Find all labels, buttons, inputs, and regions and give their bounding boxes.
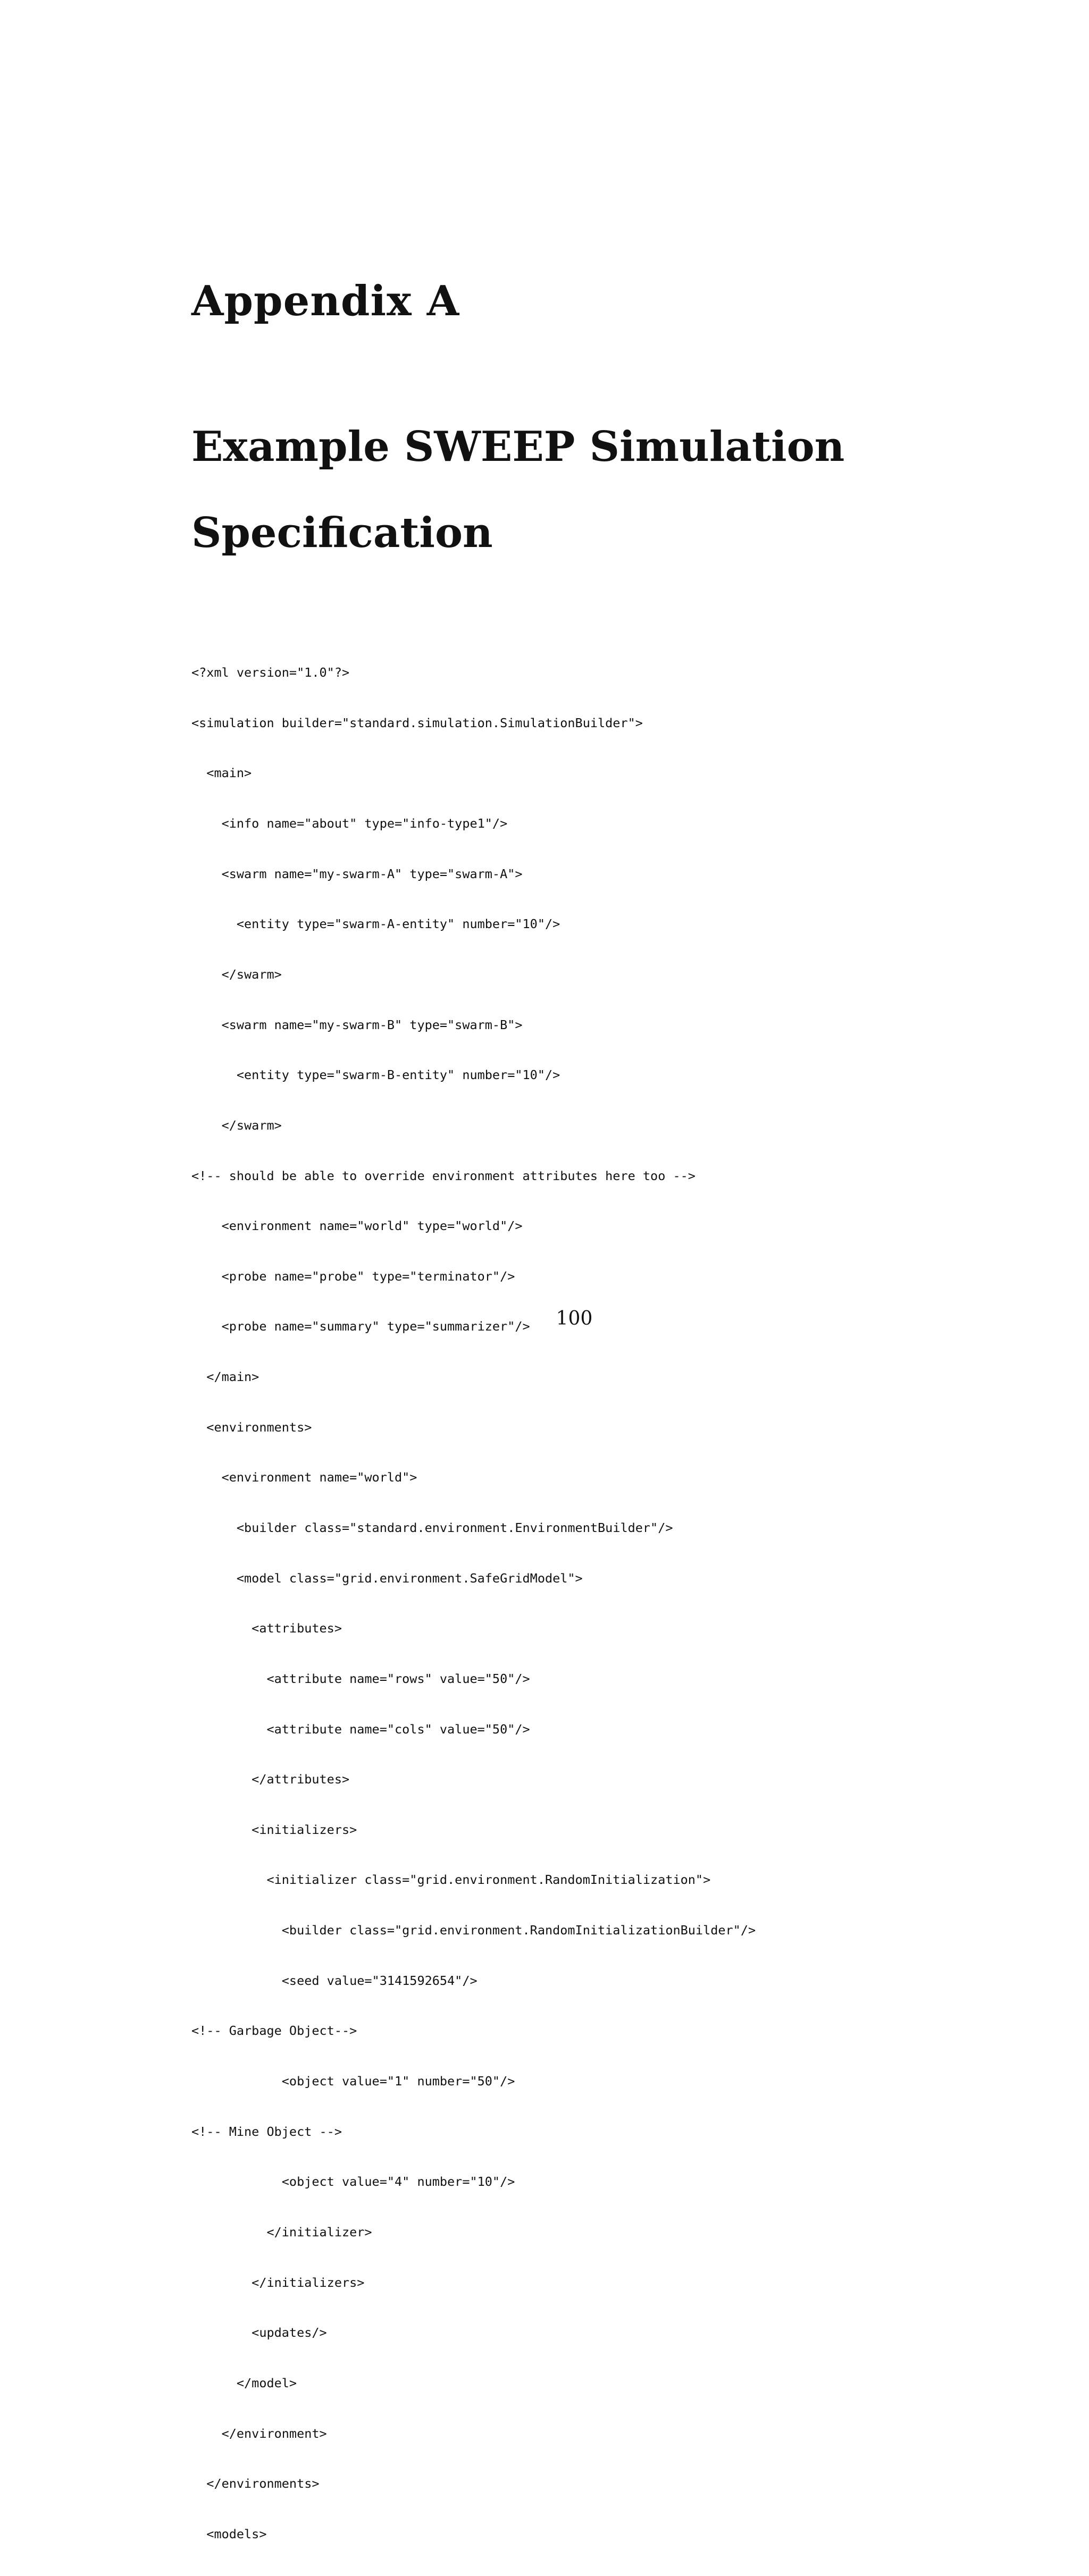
page-number: 100	[556, 1308, 593, 1329]
chapter-title-line-2: Specification	[191, 509, 493, 557]
code-line: </initializers>	[191, 2275, 365, 2290]
code-line: <seed value="3141592654"/>	[191, 1973, 478, 1988]
code-line: </attributes>	[191, 1772, 350, 1787]
code-line: <probe name="summary" type="summarizer"/>	[191, 1319, 530, 1334]
code-line: <environments>	[191, 1419, 312, 1435]
code-line: <main>	[191, 765, 252, 781]
code-line: <probe name="probe" type="terminator"/>	[191, 1268, 515, 1284]
code-line: <environment name="world" type="world"/>	[191, 1218, 523, 1234]
code-line: <builder class="grid.environment.RandomInitializationBuilder"/>	[191, 1923, 756, 1938]
code-line: <attribute name="rows" value="50"/>	[191, 1671, 530, 1686]
code-line: <updates/>	[191, 2325, 327, 2341]
xml-code-listing	[191, 631, 756, 2576]
code-comment-line: <!-- Garbage Object-->	[191, 2023, 357, 2039]
code-line: <info name="about" type="info-type1"/>	[191, 816, 508, 831]
code-line: <initializer class="grid.environment.RandomInitialization">	[191, 1872, 711, 1888]
code-line: <?xml version="1.0"?>	[191, 665, 350, 680]
code-line: </initializer>	[191, 2224, 372, 2240]
code-line: <simulation builder="standard.simulation.SimulationBuilder">	[191, 715, 643, 730]
code-line: </swarm>	[191, 966, 282, 982]
code-line: <model class="grid.environment.SafeGridModel">	[191, 1570, 583, 1586]
code-line: </environments>	[191, 2476, 320, 2491]
code-line: <object value="1" number="50"/>	[191, 2074, 515, 2089]
code-line: </main>	[191, 1369, 259, 1385]
code-line: <environment name="world">	[191, 1470, 417, 1485]
code-line: <swarm name="my-swarm-A" type="swarm-A">	[191, 866, 523, 881]
code-line: </swarm>	[191, 1117, 282, 1133]
chapter-title-line-1: Example SWEEP Simulation	[191, 423, 845, 471]
code-line: <models>	[191, 2526, 267, 2541]
code-line: </model>	[191, 2375, 297, 2390]
code-line: <entity type="swarm-B-entity" number="10"/>	[191, 1067, 560, 1083]
chapter-title	[191, 404, 936, 576]
code-line: <swarm name="my-swarm-B" type="swarm-B">	[191, 1017, 523, 1032]
appendix-label: Appendix A	[191, 277, 460, 325]
code-comment-line: <!-- should be able to override environment attributes here too -->	[191, 1168, 696, 1183]
code-line: <initializers>	[191, 1822, 357, 1837]
code-line: <attribute name="cols" value="50"/>	[191, 1721, 530, 1737]
code-line: <attributes>	[191, 1621, 342, 1636]
code-comment-line: <!-- Mine Object -->	[191, 2124, 342, 2139]
code-line: <builder class="standard.environment.EnvironmentBuilder"/>	[191, 1520, 673, 1535]
code-line: </environment>	[191, 2426, 327, 2441]
code-line: <object value="4" number="10"/>	[191, 2174, 515, 2190]
code-line: <entity type="swarm-A-entity" number="10"/>	[191, 916, 560, 932]
